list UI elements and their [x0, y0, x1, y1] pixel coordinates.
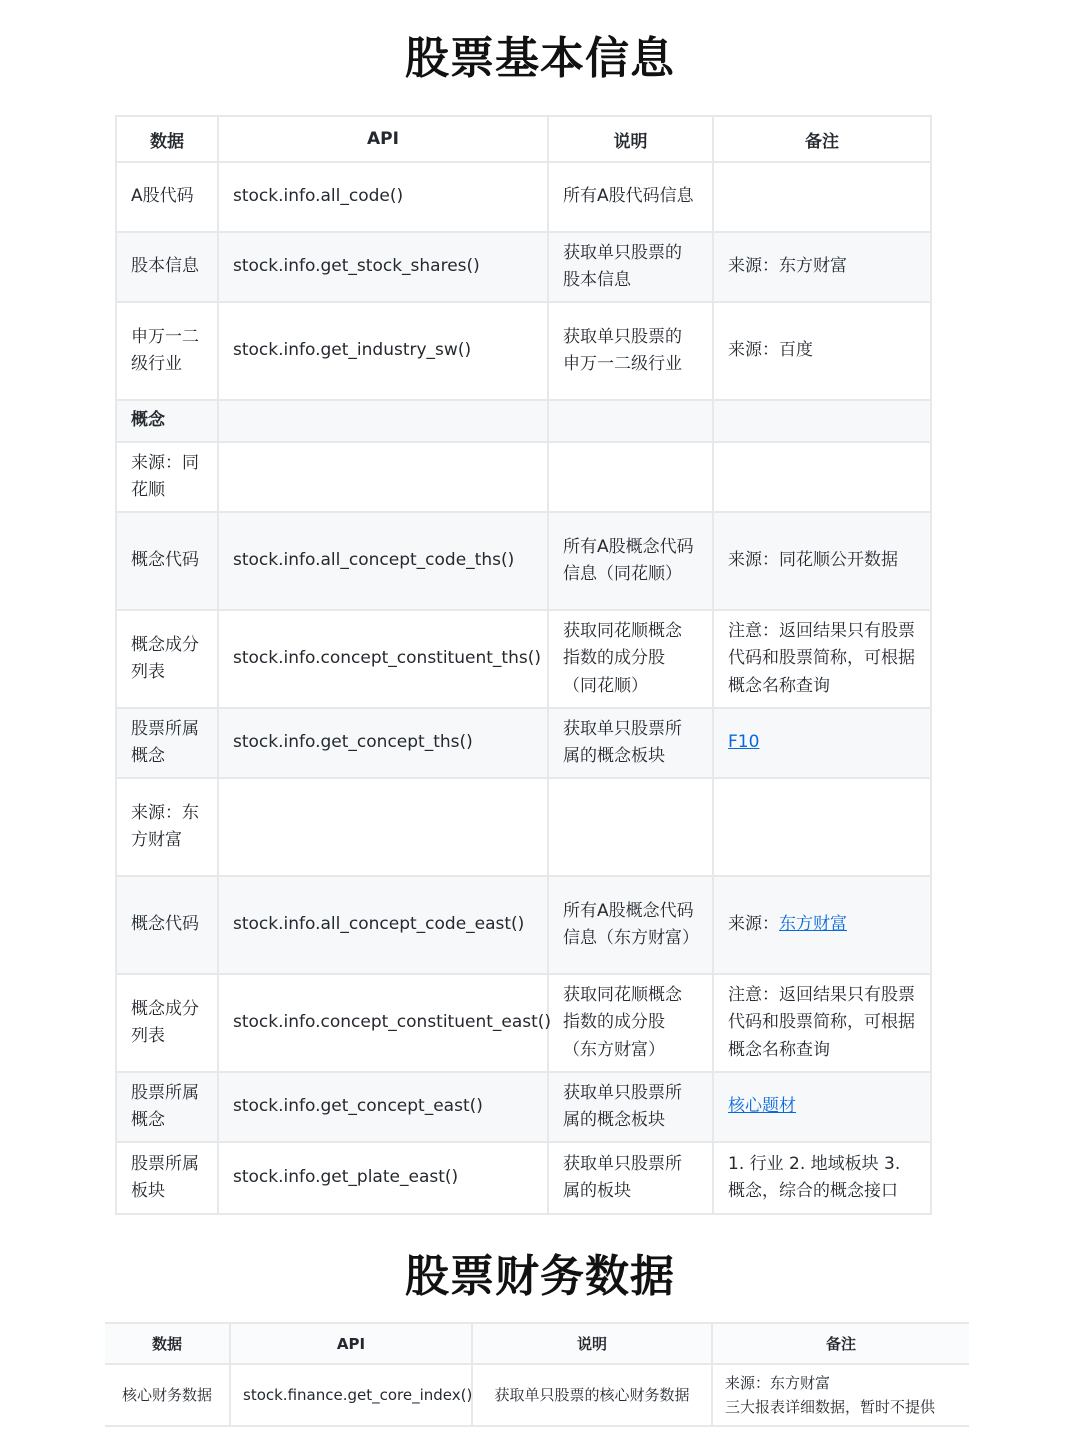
cell-description: 获取单只股票的申万一二级行业	[548, 302, 713, 400]
page-title-finance-data: 股票财务数据	[405, 1251, 675, 1302]
cell-note: 来源：东方财富	[713, 232, 931, 302]
cell-api	[218, 778, 548, 876]
f10-link[interactable]: F10	[728, 732, 760, 753]
header-api: API	[218, 116, 548, 162]
cell-note	[713, 162, 931, 232]
cell-description: 获取单只股票的核心财务数据	[472, 1364, 712, 1426]
cell-note	[713, 1072, 931, 1142]
cell-note: 来源：百度	[713, 302, 931, 400]
header-description: 说明	[548, 116, 713, 162]
cell-data: 股票所属概念	[116, 1072, 218, 1142]
header-data: 数据	[116, 116, 218, 162]
table-row	[116, 1142, 931, 1214]
cell-description: 获取单只股票所属的板块	[548, 1142, 713, 1214]
cell-data-source: 来源：同花顺	[116, 442, 218, 512]
cell-note	[713, 876, 931, 974]
cell-data: A股代码	[116, 162, 218, 232]
note-prefix: 来源：	[728, 914, 779, 935]
note-line-detail: 三大报表详细数据，暂时不提供	[725, 1398, 936, 1416]
cell-data: 概念成分列表	[116, 974, 218, 1072]
table-row	[116, 302, 931, 400]
cell-api: stock.finance.get_core_index()	[230, 1364, 472, 1426]
header-note: 备注	[713, 116, 931, 162]
cell-data: 概念代码	[116, 512, 218, 610]
cell-api: stock.info.all_concept_code_east()	[218, 876, 548, 974]
cell-note	[713, 778, 931, 876]
cell-note: 注意：返回结果只有股票代码和股票简称，可根据概念名称查询	[713, 610, 931, 708]
cell-data-group-heading: 概念	[116, 400, 218, 442]
eastmoney-link[interactable]: 东方财富	[779, 914, 847, 935]
core-theme-link[interactable]: 核心题材	[728, 1096, 796, 1117]
header-note: 备注	[712, 1323, 969, 1364]
header-data: 数据	[105, 1323, 230, 1364]
cell-api: stock.info.get_industry_sw()	[218, 302, 548, 400]
cell-api	[218, 442, 548, 512]
table-row	[116, 708, 931, 778]
cell-description: 获取单只股票所属的概念板块	[548, 1072, 713, 1142]
table-row	[116, 232, 931, 302]
table-row	[116, 400, 931, 442]
cell-description	[548, 442, 713, 512]
cell-note	[713, 442, 931, 512]
cell-description: 获取同花顺概念指数的成分股（东方财富）	[548, 974, 713, 1072]
header-api: API	[230, 1323, 472, 1364]
cell-api: stock.info.concept_constituent_ths()	[218, 610, 548, 708]
table-row	[116, 442, 931, 512]
cell-data: 概念代码	[116, 876, 218, 974]
cell-description	[548, 778, 713, 876]
cell-api: stock.info.get_plate_east()	[218, 1142, 548, 1214]
cell-description: 获取同花顺概念指数的成分股（同花顺）	[548, 610, 713, 708]
note-line-source: 来源：东方财富	[725, 1374, 831, 1392]
cell-note: 注意：返回结果只有股票代码和股票简称，可根据概念名称查询	[713, 974, 931, 1072]
cell-data: 申万一二级行业	[116, 302, 218, 400]
finance-data-table	[105, 1322, 969, 1427]
cell-api	[218, 400, 548, 442]
cell-data-source: 来源：东方财富	[116, 778, 218, 876]
cell-note: 来源：同花顺公开数据	[713, 512, 931, 610]
cell-description: 所有A股概念代码信息（东方财富）	[548, 876, 713, 974]
table-row	[105, 1364, 969, 1426]
cell-api: stock.info.get_concept_ths()	[218, 708, 548, 778]
cell-description: 所有A股概念代码信息（同花顺）	[548, 512, 713, 610]
table-header-row	[116, 116, 931, 162]
table-row	[116, 512, 931, 610]
header-description: 说明	[472, 1323, 712, 1364]
page-title-basic-info: 股票基本信息	[405, 33, 675, 84]
table-row	[116, 162, 931, 232]
table-row	[116, 974, 931, 1072]
cell-api: stock.info.get_concept_east()	[218, 1072, 548, 1142]
cell-note	[712, 1364, 969, 1426]
cell-api: stock.info.concept_constituent_east()	[218, 974, 548, 1072]
table-row	[116, 778, 931, 876]
cell-data: 股票所属板块	[116, 1142, 218, 1214]
cell-data: 概念成分列表	[116, 610, 218, 708]
cell-note	[713, 708, 931, 778]
cell-description: 获取单只股票的股本信息	[548, 232, 713, 302]
cell-description	[548, 400, 713, 442]
cell-api: stock.info.all_code()	[218, 162, 548, 232]
cell-data: 股票所属概念	[116, 708, 218, 778]
table-row	[116, 876, 931, 974]
cell-note	[713, 400, 931, 442]
cell-description: 所有A股代码信息	[548, 162, 713, 232]
table-header-row	[105, 1323, 969, 1364]
table-row	[116, 610, 931, 708]
cell-data: 核心财务数据	[105, 1364, 230, 1426]
cell-api: stock.info.all_concept_code_ths()	[218, 512, 548, 610]
cell-api: stock.info.get_stock_shares()	[218, 232, 548, 302]
basic-info-table	[115, 115, 932, 1215]
cell-data: 股本信息	[116, 232, 218, 302]
cell-description: 获取单只股票所属的概念板块	[548, 708, 713, 778]
table-row	[116, 1072, 931, 1142]
cell-note: 1. 行业 2. 地域板块 3. 概念，综合的概念接口	[713, 1142, 931, 1214]
